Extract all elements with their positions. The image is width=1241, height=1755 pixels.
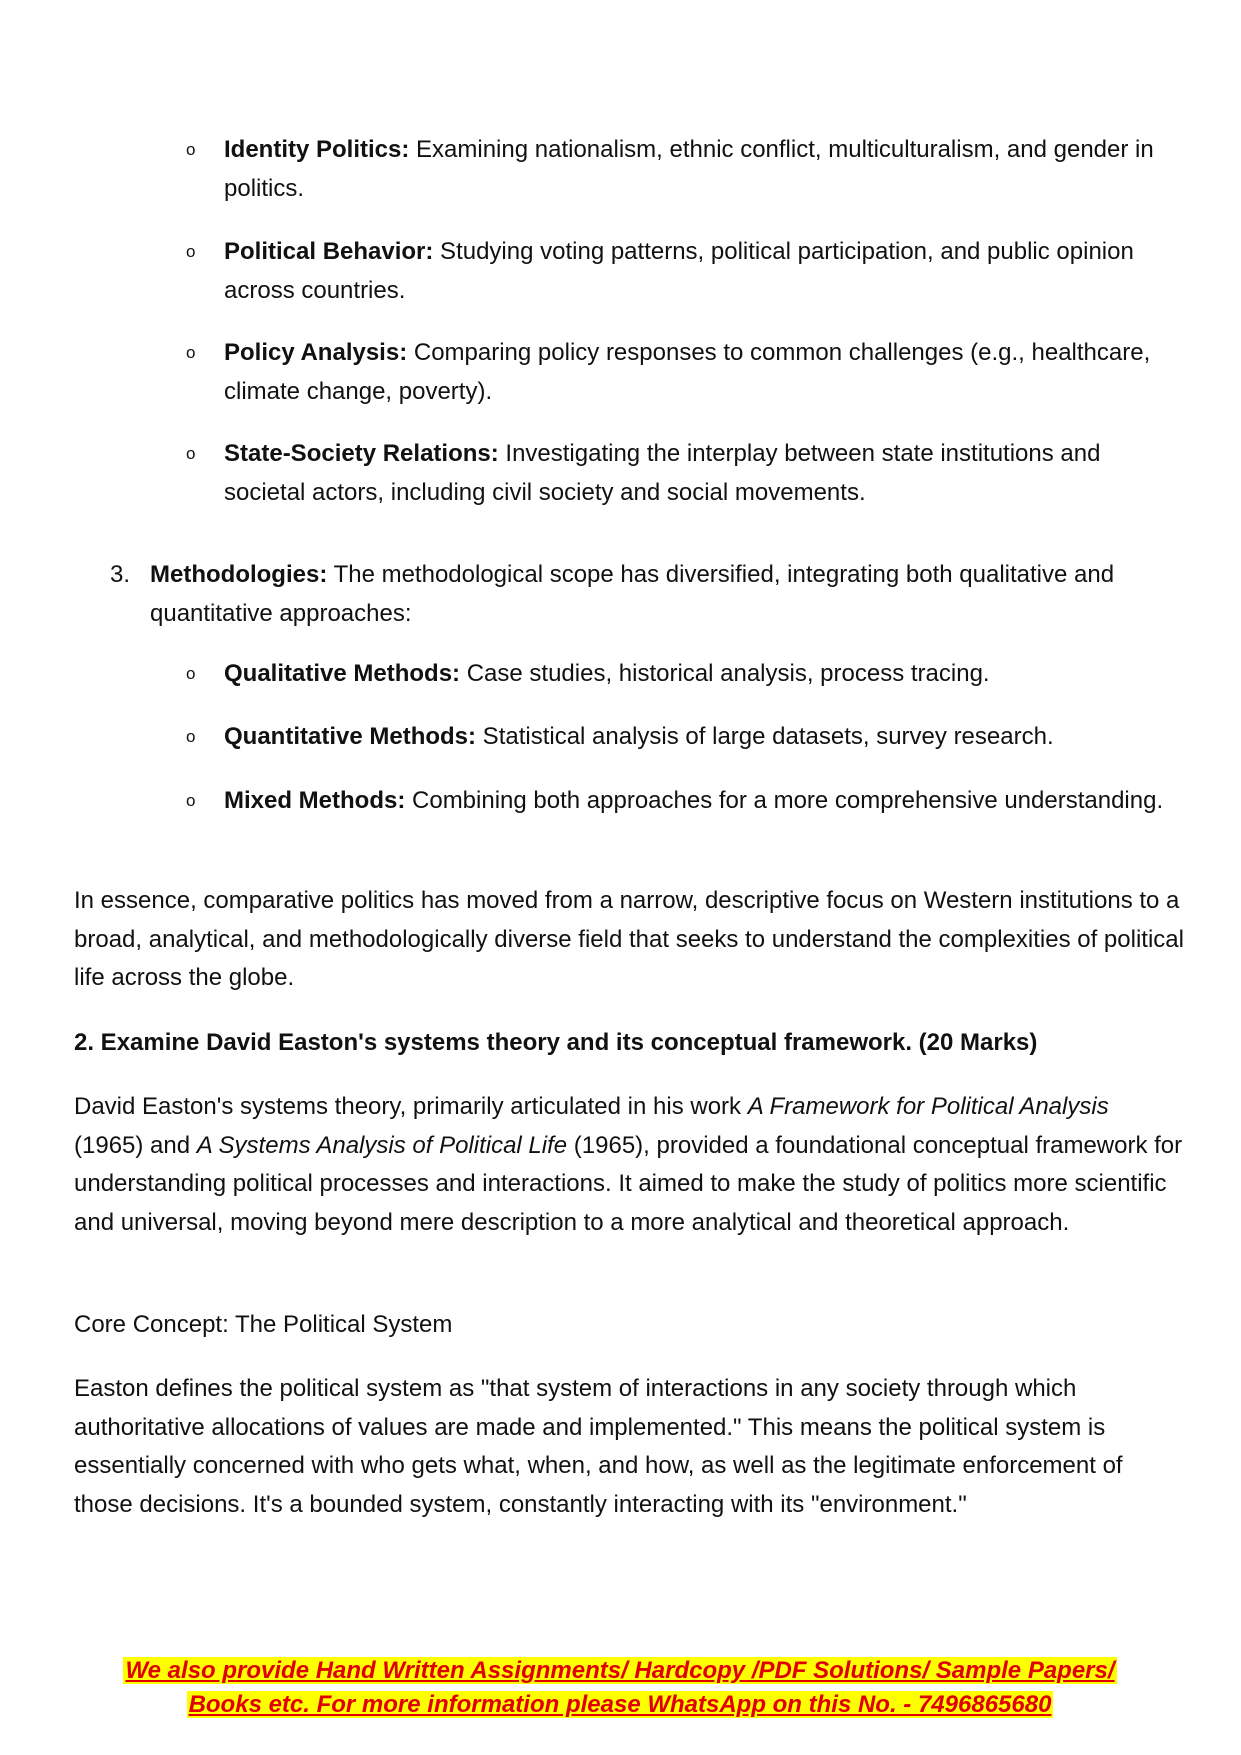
list-item-state-society	[186, 435, 1184, 512]
list-item-term: Identity Politics:	[224, 136, 410, 163]
book-title: A Systems Analysis of Political Life	[196, 1131, 568, 1159]
footer-advertisement	[60, 1654, 1180, 1722]
list-item-text: Combining both approaches for a more comprehensive understanding.	[405, 787, 1164, 814]
bullet-icon: o	[186, 791, 196, 810]
paragraph-text: (1965) and	[74, 1131, 197, 1159]
list-item-term: State-Society Relations:	[224, 440, 499, 467]
list-item-text: The methodological scope has diversified, integrating both qualitative and quantitative approaches:	[150, 561, 1115, 627]
list-item-identity-politics	[186, 131, 1184, 208]
book-title: A Framework for Political Analysis	[747, 1093, 1109, 1120]
bullet-icon: o	[186, 664, 196, 683]
list-item-term: Quantitative Methods:	[224, 723, 477, 750]
paragraph-text: (1965), provided a foundational conceptual framework for understanding political processes and interactions. It aimed to make the study of politics more scientific and universal, moving beyond mere description to a more analytical and theoretical approach.	[74, 1131, 1183, 1236]
list-item-term: Mixed Methods:	[224, 787, 406, 814]
list-item-policy-analysis	[186, 334, 1184, 411]
list-item-mixed	[186, 782, 1184, 821]
list-item-term: Qualitative Methods:	[224, 660, 461, 687]
essence-paragraph: In essence, comparative politics has moved from a narrow, descriptive focus on Western institutions to a broad, analytical, and methodologically diverse field that seeks to understand the complexities of political life across the globe.	[74, 887, 1184, 991]
definition-paragraph: Easton defines the political system as "that system of interactions in any society through which authoritative allocations of values are made and implemented." This means the political system is essentially concerned with who gets what, when, and how, as well as the legitimate enforcement of those decisions. It's a bounded system, constantly interacting with its "environment."	[74, 1375, 1123, 1518]
bullet-icon: o	[186, 444, 196, 463]
list-item-term: Policy Analysis:	[224, 339, 408, 366]
question-heading: 2. Examine David Easton's systems theory and its conceptual framework. (20 Marks)	[74, 1029, 1038, 1056]
list-item-quantitative	[186, 718, 1184, 757]
footer-line-2: Books etc. For more information please WhatsApp on this No. - 7496865680	[188, 1691, 1052, 1718]
bullet-icon: o	[186, 727, 196, 746]
list-item-text: Examining nationalism, ethnic conflict, multiculturalism, and gender in politics.	[224, 136, 1154, 202]
bullet-icon: o	[186, 140, 196, 159]
list-item-qualitative	[186, 655, 1184, 694]
list-item-term: Methodologies:	[150, 561, 328, 588]
bullet-icon: o	[186, 242, 196, 261]
paragraph-text: David Easton's systems theory, primarily articulated in his work	[74, 1093, 748, 1120]
list-item-text: Comparing policy responses to common challenges (e.g., healthcare, climate change, poverty).	[224, 339, 1151, 405]
list-item-term: Political Behavior:	[224, 238, 434, 265]
easton-paragraph	[74, 1088, 1184, 1242]
list-item-text: Case studies, historical analysis, process tracing.	[460, 660, 990, 687]
list-item-text: Statistical analysis of large datasets, survey research.	[476, 723, 1054, 750]
footer-line-1: We also provide Hand Written Assignments/ Hardcopy /PDF Solutions/ Sample Papers/	[125, 1657, 1115, 1684]
list-item-political-behavior	[186, 233, 1184, 310]
core-concept-heading: Core Concept: The Political System	[74, 1311, 453, 1338]
numbered-item-methodologies	[110, 556, 1184, 633]
list-item-text: Investigating the interplay between state institutions and societal actors, including civil society and social movements.	[224, 440, 1101, 506]
bullet-icon: o	[186, 343, 196, 362]
list-number: 3.	[110, 561, 131, 588]
list-item-text: Studying voting patterns, political participation, and public opinion across countries.	[224, 238, 1134, 304]
